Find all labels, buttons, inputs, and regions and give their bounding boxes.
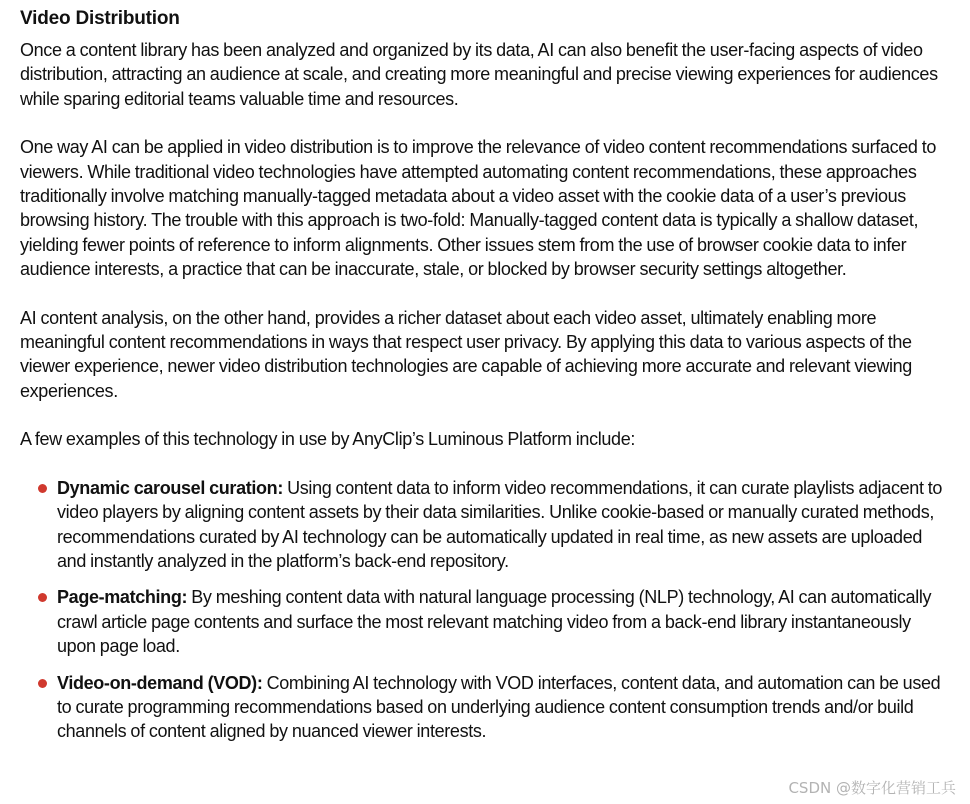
list-item: [20, 476, 950, 574]
bullet-text: Combining AI technology with VOD interfaces, content data, and automation can be used to curate programming recommendations based on underlying audience content consumption trends and/or build channels of content aligned by nuanced viewer interests.: [57, 672, 941, 742]
examples-list: [20, 476, 950, 744]
section-heading: Video Distribution: [20, 8, 180, 29]
bullet-term: Video-on-demand (VOD):: [57, 672, 263, 693]
bullet-dot-icon: [38, 679, 47, 688]
paragraph-examples-intro: A few examples of this technology in use by AnyClip’s Luminous Platform include:: [20, 429, 636, 450]
watermark: CSDN @数字化营销工兵: [788, 779, 956, 797]
paragraph-ai-analysis: AI content analysis, on the other hand, provides a richer dataset about each video asset, ultimately enabling more meaningful content recommendations in ways that respect user privacy. By applying this data to various aspects of the viewer experience, newer video distribution technologies are capable of achieving more accurate and relevant viewing experiences.: [20, 307, 912, 401]
bullet-term: Dynamic carousel curation:: [57, 477, 283, 498]
paragraph-intro: Once a content library has been analyzed and organized by its data, AI can also benefit the user-facing aspects of video distribution, attracting an audience at scale, and creating more meaningful and precise viewing experiences for audiences while sparing editorial teams valuable time and resources.: [20, 40, 938, 109]
list-item: [20, 585, 950, 658]
list-item: [20, 671, 950, 744]
bullet-term: Page-matching:: [57, 587, 188, 608]
bullet-dot-icon: [38, 484, 47, 493]
bullet-text: Using content data to inform video recommendations, it can curate playlists adjacent to video players by aligning content assets by their data similarities. Unlike cookie-based or manually curated methods, recommendations curated by AI technology can be automatically updated in real time, as new assets are uploaded and instantly analyzed in the platform’s back-end repository.: [57, 477, 943, 571]
bullet-text: By meshing content data with natural language processing (NLP) technology, AI can automatically crawl article page contents and surface the most relevant matching video from a back-end library instantaneously upon page load.: [57, 587, 932, 657]
article: [20, 6, 950, 756]
bullet-dot-icon: [38, 593, 47, 602]
paragraph-recommendations: One way AI can be applied in video distribution is to improve the relevance of video content recommendations surfaced to viewers. While traditional video technologies have attempted automating content recommendations, these approaches traditionally involve matching manually-tagged metadata about a video asset with the cookie data of a user’s previous browsing history. The trouble with this approach is two-fold: Manually-tagged content data is typically a shallow dataset, yielding fewer points of reference to inform alignments. Other issues stem from the use of browser cookie data to infer audience interests, a practice that can be inaccurate, stale, or blocked by browser security settings altogether.: [20, 137, 937, 280]
